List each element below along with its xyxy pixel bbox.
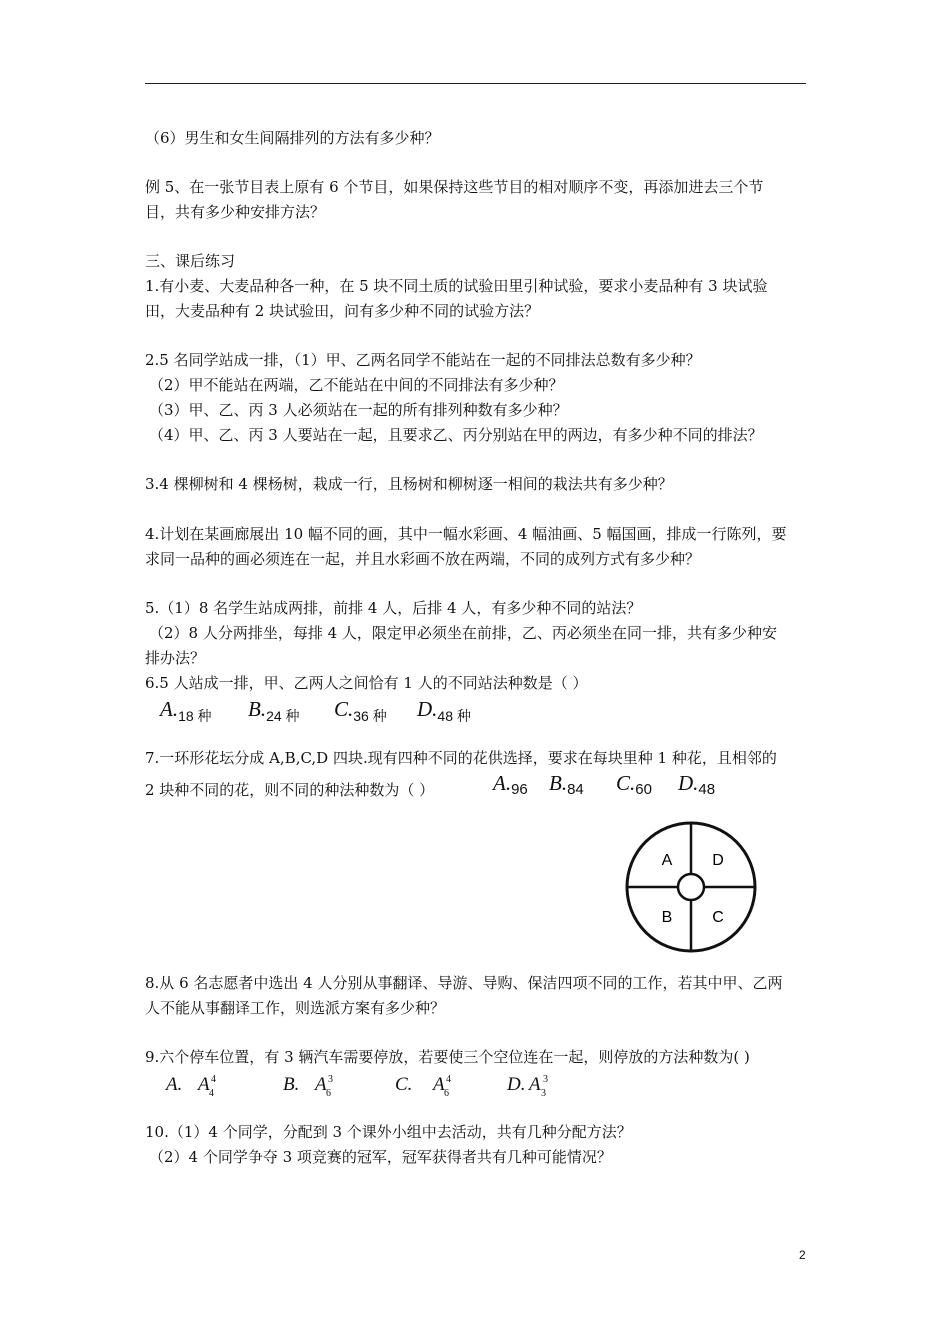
q9-option-d: D. A 3 3	[507, 1074, 548, 1099]
problem-7-line-1: 7.一环形花坛分成 A,B,C,D 四块.现有四种不同的花供选择，要求在每块里种 1 种花，且相邻的	[145, 749, 777, 767]
problem-3-line: 3.4 棵柳树和 4 棵杨树，栽成一行，且杨树和柳树逐一相间的栽法共有多少种？	[145, 475, 673, 493]
problem-4-line-2: 求同一品种的画必须连在一起，并且水彩画不放在两端，不同的成列方式有多少种？	[145, 550, 701, 568]
problem-2-line-3: （3）甲、乙、丙 3 人必须站在一起的所有排列种数有多少种？	[149, 401, 568, 419]
region-d-label: D	[712, 852, 724, 869]
header-rule	[145, 83, 806, 84]
q7-option-c: C.60	[616, 771, 652, 798]
flower-bed-diagram	[620, 817, 760, 957]
center-circle	[678, 874, 704, 900]
problem-4-line-1: 4.计划在某画廊展出 10 幅不同的画，其中一幅水彩画、4 幅油画、5 幅国画，排成一行陈列，要	[145, 525, 787, 543]
problem-1-line-2: 田，大麦品种有 2 块试验田，问有多少种不同的试验方法？	[145, 302, 540, 320]
q6-option-c: C.36 种	[334, 697, 387, 724]
q6-option-d: D.48 种	[417, 697, 471, 724]
problem-8-line-1: 8.从 6 名志愿者中选出 4 人分别从事翻译、导游、导购、保洁四项不同的工作，若其中甲、乙两	[145, 974, 783, 992]
problem-8-line-2: 人不能从事翻译工作，则选派方案有多少种？	[145, 999, 446, 1017]
q9-option-a: A. A 4 4	[166, 1074, 216, 1099]
problem-2-line-4: （4）甲、乙、丙 3 人要站在一起，且要求乙、丙分别站在甲的两边，有多少种不同的排法？	[149, 426, 763, 444]
example-5-line-2: 目，共有多少种安排方法？	[145, 203, 326, 221]
q9-option-c: C. A 4 6	[395, 1074, 451, 1099]
problem-10-line-2: （2）4 个同学争夺 3 项竞赛的冠军，冠军获得者共有几种可能情况？	[149, 1148, 612, 1166]
problem-1-line-1: 1.有小麦、大麦品种各一种，在 5 块不同土质的试验田里引种试验，要求小麦品种有 3 块试验	[145, 277, 768, 295]
region-a-label: A	[661, 852, 673, 869]
region-c-label: C	[712, 909, 724, 926]
q7-option-d: D.48	[678, 771, 716, 798]
q6-option-a: A.18 种	[160, 697, 212, 724]
problem-7-line-2: 2 块种不同的花，则不同的种法种数为（ ）	[145, 781, 435, 799]
problem-5-line-3: 排办法？	[145, 649, 206, 667]
section-heading: 三、课后练习	[145, 252, 236, 270]
region-b-label: B	[661, 909, 673, 926]
problem-9-line: 9.六个停车位置，有 3 辆汽车需要停放，若要使三个空位连在一起，则停放的方法种数为( )	[145, 1048, 750, 1066]
problem-6-line: 6.5 人站成一排，甲、乙两人之间恰有 1 人的不同站法种数是（ ）	[145, 674, 588, 692]
q7-option-a: A.96	[493, 771, 528, 798]
q9-option-b: B. A 3 6	[283, 1074, 333, 1099]
example-5-line-1: 例 5、在一张节目表上原有 6 个节目，如果保持这些节目的相对顺序不变，再添加进去三个节	[145, 178, 764, 196]
question-6-line: （6）男生和女生间隔排列的方法有多少种？	[145, 129, 440, 147]
problem-2-line-2: （2）甲不能站在两端，乙不能站在中间的不同排法有多少种？	[149, 376, 564, 394]
problem-5-line-2: （2）8 人分两排坐，每排 4 人，限定甲必须坐在前排，乙、丙必须坐在同一排，共有多少种安	[149, 624, 777, 642]
problem-2-line-1: 2.5 名同学站成一排，（1）甲、乙两名同学不能站在一起的不同排法总数有多少种？	[145, 351, 701, 369]
problem-10-line-1: 10.（1）4 个同学，分配到 3 个课外小组中去活动，共有几种分配方法？	[145, 1123, 632, 1141]
q6-option-b: B.24 种	[248, 697, 300, 724]
page-number: 2	[799, 1248, 806, 1262]
q7-option-b: B.84	[549, 771, 584, 798]
problem-5-line-1: 5.（1）8 名学生站成两排，前排 4 人，后排 4 人，有多少种不同的站法？	[145, 599, 642, 617]
